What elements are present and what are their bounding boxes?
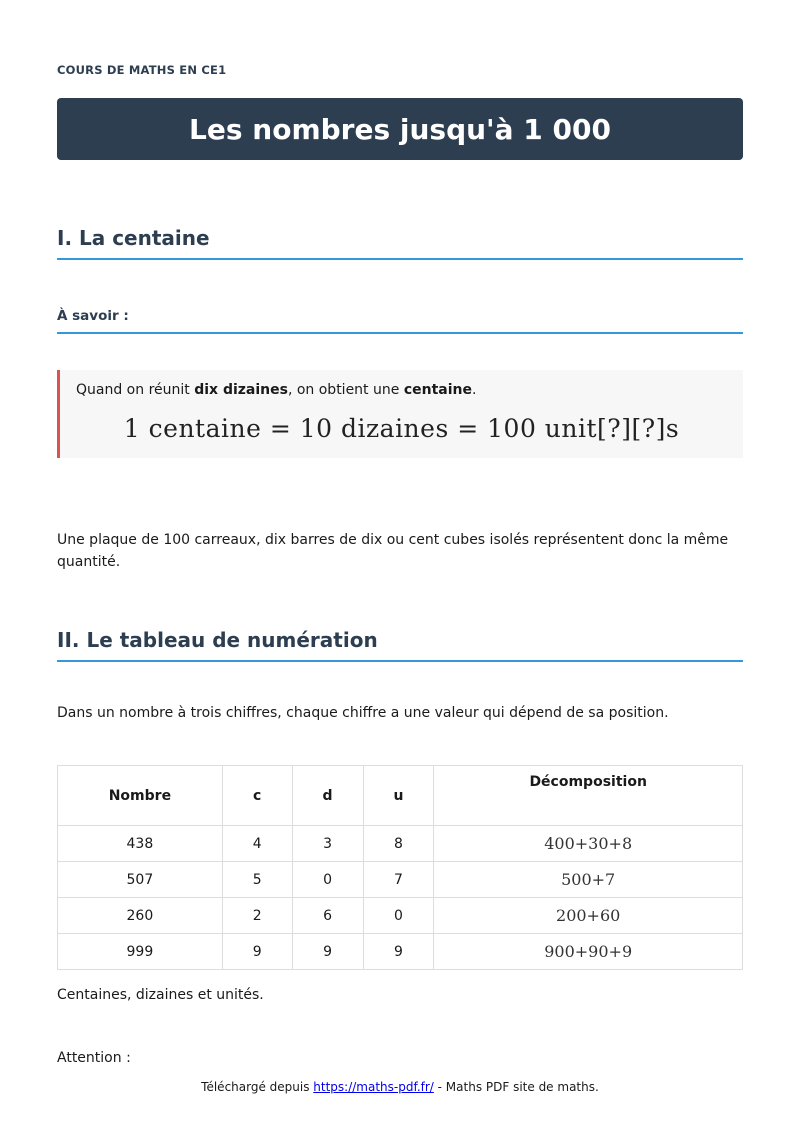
after-table-text: Centaines, dizaines et unités.	[57, 987, 264, 1003]
cell-decomposition: 200+60	[434, 898, 743, 934]
cell-u: 0	[363, 898, 434, 934]
section-heading-tableau: II. Le tableau de numération	[57, 628, 743, 662]
cell-decomposition: 500+7	[434, 862, 743, 898]
cell-decomposition: 400+30+8	[434, 826, 743, 862]
header-decomposition: Décomposition	[434, 766, 743, 826]
cell-c: 4	[222, 826, 292, 862]
cell-nombre: 438	[58, 826, 223, 862]
definition-text-part: .	[471, 382, 477, 398]
header-nombre: Nombre	[58, 766, 223, 826]
table-row	[58, 826, 743, 862]
cell-u: 8	[363, 826, 434, 862]
definition-box	[57, 370, 743, 458]
header-dizaines: d	[292, 766, 363, 826]
cell-u: 7	[363, 862, 434, 898]
cell-d: 0	[292, 862, 363, 898]
table-row	[58, 862, 743, 898]
cell-u: 9	[363, 934, 434, 970]
cell-decomposition: 900+90+9	[434, 934, 743, 970]
attention-label: Attention :	[57, 1050, 131, 1066]
cell-nombre: 999	[58, 934, 223, 970]
footer	[0, 1080, 800, 1094]
definition-text-part: Quand on réunit	[76, 382, 195, 398]
table-header-row	[58, 766, 743, 826]
section-heading-centaine: I. La centaine	[57, 226, 743, 260]
footer-prefix: Téléchargé depuis	[201, 1080, 314, 1094]
title-banner	[57, 98, 743, 160]
cell-nombre: 260	[58, 898, 223, 934]
course-label: COURS DE MATHS EN CE1	[57, 63, 227, 77]
header-centaines: c	[222, 766, 292, 826]
cell-c: 5	[222, 862, 292, 898]
cell-d: 9	[292, 934, 363, 970]
definition-text-part: , on obtient une	[287, 382, 404, 398]
header-unites: u	[363, 766, 434, 826]
definition-text	[76, 382, 476, 398]
footer-link[interactable]: https://maths-pdf.fr/	[313, 1080, 434, 1094]
numeration-table	[57, 765, 743, 970]
subheading-a-savoir: À savoir :	[57, 308, 743, 334]
table-row	[58, 898, 743, 934]
page-title: Les nombres jusqu'à 1 000	[189, 112, 611, 146]
table-row	[58, 934, 743, 970]
tableau-intro: Dans un nombre à trois chiffres, chaque chiffre a une valeur qui dépend de sa position.	[57, 705, 669, 721]
cell-d: 3	[292, 826, 363, 862]
centaine-paragraph: Une plaque de 100 carreaux, dix barres de dix ou cent cubes isolés représentent donc la même quantité.	[57, 532, 729, 570]
definition-bold-dizaines: dix dizaines	[194, 382, 288, 398]
footer-suffix: - Maths PDF site de maths.	[433, 1080, 599, 1094]
definition-bold-centaine: centaine	[403, 382, 472, 398]
cell-c: 2	[222, 898, 292, 934]
cell-d: 6	[292, 898, 363, 934]
cell-nombre: 507	[58, 862, 223, 898]
cell-c: 9	[222, 934, 292, 970]
definition-formula: 1 centaine = 10 dizaines = 100 unit[?][?]s	[123, 414, 680, 443]
